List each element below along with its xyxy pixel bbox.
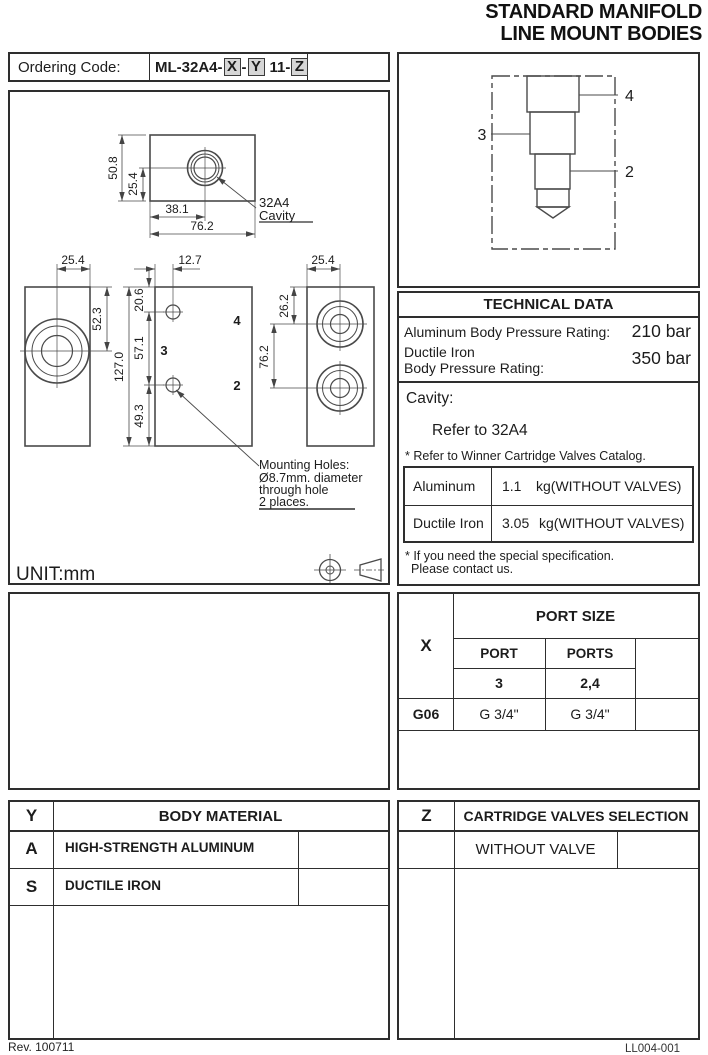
dim-mid-h1: 20.6 [132,288,146,312]
port-size-table [397,592,700,790]
ordering-code-middle: 11- [269,58,291,76]
ordering-code-box [8,52,390,82]
dim-mid-width: 12.7 [178,253,202,267]
port-table-col1-sub: 3 [495,675,503,691]
weight-row-unit: kg(WITHOUT VALVES) [539,515,685,531]
port-table-col2-header: PORTS [566,645,614,661]
ordering-code-label: Ordering Code: [10,54,150,80]
catalog-note: * Refer to Winner Cartridge Valves Catalog. [405,449,646,463]
special-note-line2: Please contact us. [411,562,514,576]
aluminum-pressure-value: 210 bar [631,321,691,341]
cavity-port-3-label: 3 [477,127,487,144]
mounting-note-line2: Ø8.7mm. diameter [259,471,363,485]
weight-row-material: Ductile Iron [413,515,484,531]
iron-pressure-label-line1: Ductile Iron [404,344,475,360]
cavity-drawing-panel [397,52,700,288]
ordering-code-empty-cell [308,54,388,80]
weight-table-col-divider [491,468,492,541]
body-table-row-code: A [25,839,38,858]
ordering-code-y: Y [248,58,265,77]
technical-divider [399,381,698,383]
ordering-code-value [150,54,308,80]
port-table-vline2 [635,638,636,730]
weight-table [403,466,694,543]
valve-table-row-label: WITHOUT VALVE [475,840,596,858]
port-table-row-ports24: G 3/4" [570,706,610,722]
special-note-line1: * If you need the special specification. [405,549,615,563]
dim-top-height: 50.8 [106,156,120,180]
dim-right-h2: 76.2 [257,345,271,369]
port-table-hline4 [399,730,698,731]
dim-mid-h2: 57.1 [132,336,146,360]
cavity-port-4-label: 4 [625,88,634,105]
ordering-code-x: X [224,58,241,77]
port-table-x-cell: X [420,636,432,655]
cavity-callout-line2: Cavity [259,208,296,223]
body-table-row-divider1 [10,868,388,869]
body-table-row-label: DUCTILE IRON [65,878,161,893]
dim-top-width1: 38.1 [165,202,189,216]
footer-doc-number: LL004-001 [625,1043,680,1055]
dim-left-width: 25.4 [61,253,85,267]
dim-mid-total: 127.0 [112,351,126,383]
weight-row-material: Aluminum [413,478,476,494]
weight-table-row-divider [405,505,692,506]
valve-table-row-divider [399,868,698,869]
body-table-code-col: Y [25,806,38,825]
port-table-row-code: G06 [412,706,440,722]
body-table-code-divider [53,802,54,1038]
mounting-note-line1: Mounting Holes: [259,458,350,472]
port-table-col2-sub: 2,4 [580,675,600,691]
weight-row-value: 3.05 [502,515,530,531]
port-table-row-port3: G 3/4" [479,706,519,722]
iron-pressure-value: 350 bar [631,348,691,368]
dimension-drawing [10,92,388,583]
dim-left-height: 52.3 [90,307,104,331]
dim-top-width2: 76.2 [190,219,214,233]
cavity-callout-line1: 32A4 [259,195,290,210]
page-title-line1: STANDARD MANIFOLD [485,1,702,23]
dim-right-width: 25.4 [311,253,335,267]
body-table-row-label: HIGH-STRENGTH ALUMINUM [65,840,255,855]
dim-top-center-height: 25.4 [126,172,140,196]
port-label-3: 3 [160,343,168,358]
aluminum-pressure-label: Aluminum Body Pressure Rating: [404,324,611,340]
iron-pressure-label-line2: Body Pressure Rating: [404,360,545,376]
valve-table-col3-divider [617,830,618,868]
valve-table-code-col: Z [421,806,432,825]
body-table-header-divider [10,830,388,832]
cavity-section-drawing [399,54,698,286]
dimension-drawing-panel [8,90,390,585]
left-empty-box [8,592,390,790]
cavity-value: Refer to 32A4 [432,422,528,439]
valve-selection-table [397,800,700,1040]
ordering-code-prefix: ML-32A4- [155,58,223,76]
body-material-table [8,800,390,1040]
valve-table-title: CARTRIDGE VALVES SELECTION [463,808,689,824]
body-table-row-code: S [25,876,38,896]
dim-mid-h3: 49.3 [132,404,146,428]
mounting-note-line3: through hole [259,483,329,497]
unit-note: UNIT:mm [16,564,96,583]
page-title-line2: LINE MOUNT BODIES [500,22,702,45]
footer-revision: Rev. 100711 [8,1040,75,1054]
port-label-4: 4 [233,313,241,328]
technical-data-panel [397,291,700,586]
dim-right-h1: 26.2 [277,294,291,318]
ordering-code-dash: - [241,58,247,76]
body-table-row-divider2 [10,905,388,906]
body-table-title: BODY MATERIAL [158,807,283,825]
weight-row-value: 1.1 [502,478,522,494]
ordering-code-z: Z [291,58,307,77]
mounting-note-line4: 2 places. [259,495,310,509]
port-table-col1-header: PORT [480,645,518,661]
cavity-port-2-label: 2 [625,164,634,181]
cavity-label: Cavity: [406,390,454,407]
page-title [485,2,702,45]
technical-data-title: TECHNICAL DATA [399,293,698,318]
weight-row-unit: kg(WITHOUT VALVES) [536,478,682,494]
body-table-col3-divider [298,830,299,905]
port-label-2: 2 [233,378,241,393]
port-table-title: PORT SIZE [535,607,616,625]
